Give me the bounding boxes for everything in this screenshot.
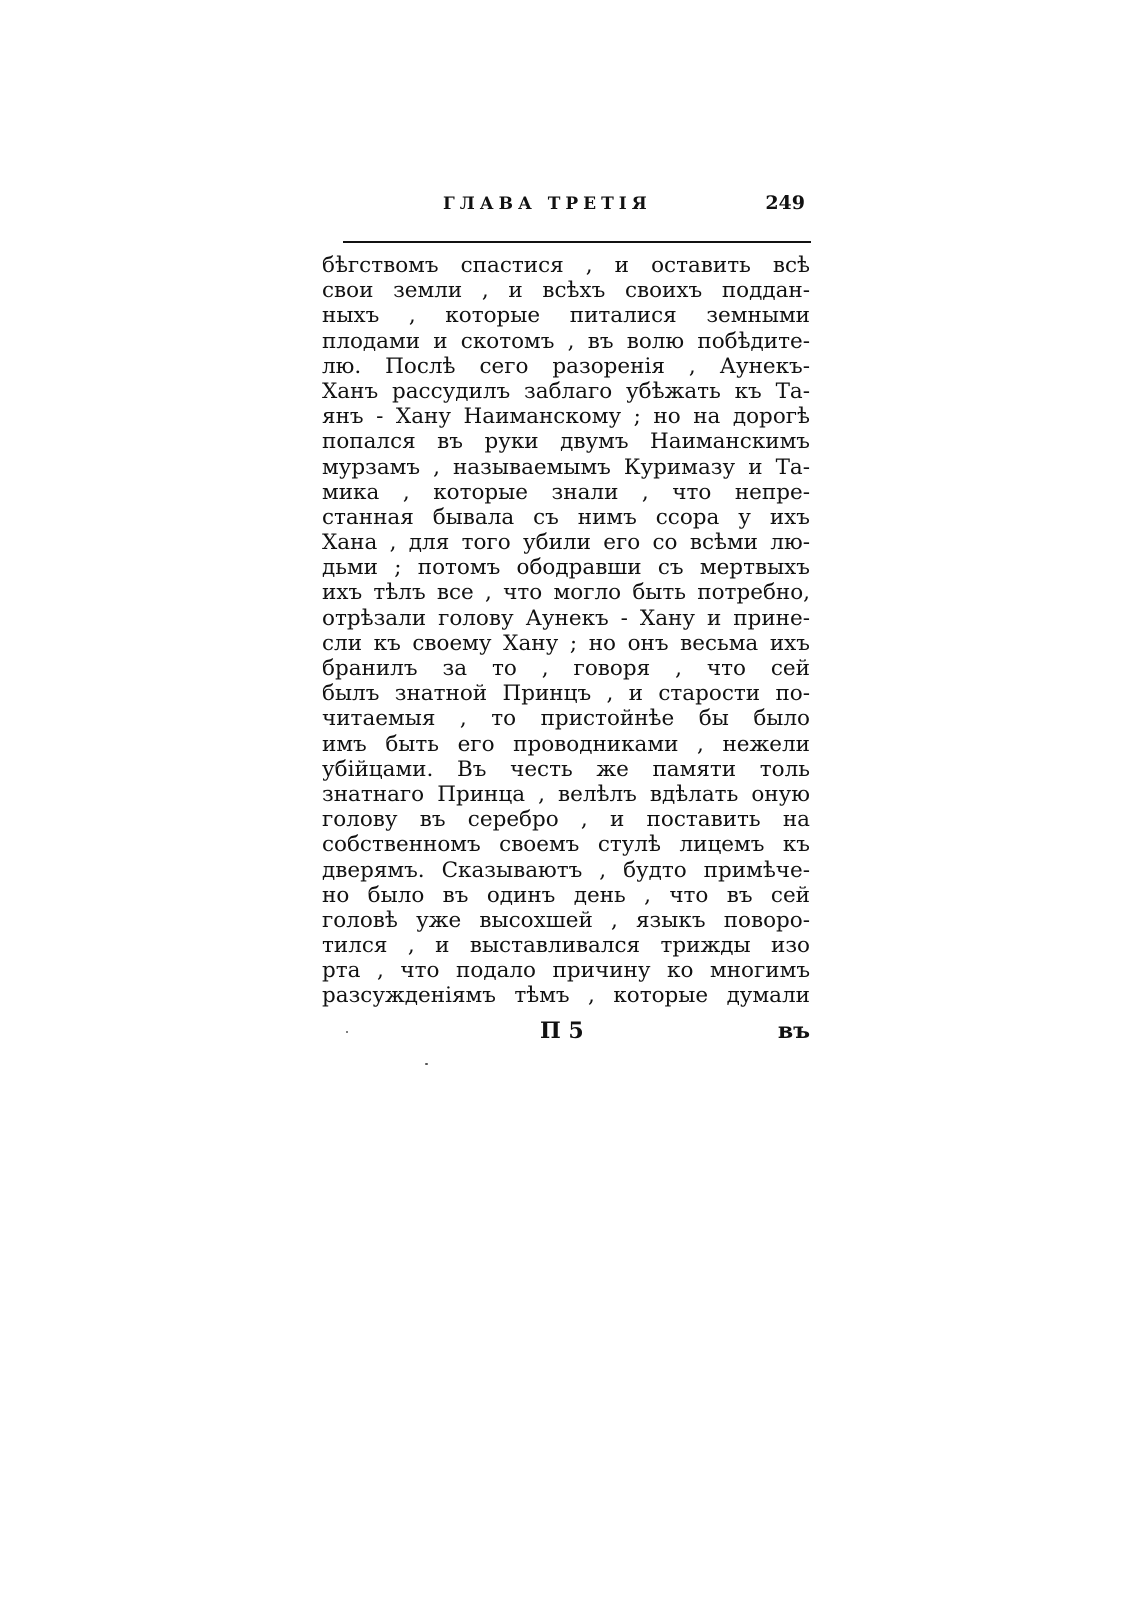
text-line: янъ - Хану Наиманскому ; но на дорогѣ bbox=[322, 404, 810, 430]
text-line: плодами и скотомъ , въ волю побѣдите- bbox=[322, 328, 810, 354]
text-line: отрѣзали голову Аунекъ - Хану и принe- bbox=[322, 605, 810, 631]
text-line: былъ знатной Принцъ , и старости по- bbox=[322, 681, 810, 707]
text-line: рта , что подало причину ко многимъ bbox=[322, 958, 810, 984]
page-header bbox=[343, 190, 811, 220]
text-line: головѣ уже высохшей , языкъ поворо- bbox=[322, 907, 810, 933]
text-line: дьми ; потомъ ободравши съ мертвыхъ bbox=[322, 555, 810, 581]
text-line: бранилъ за то , говоря , что сей bbox=[322, 656, 810, 681]
text-line: Ханъ рассудилъ заблаго убѣжать къ Та- bbox=[322, 378, 810, 404]
text-line: станная бывала съ нимъ ссора у ихъ bbox=[322, 504, 810, 530]
text-line: знатнаго Принца , велѣлъ вдѣлать оную bbox=[322, 781, 810, 807]
text-line: лю. Послѣ сего разоренія , Аунекъ- bbox=[322, 353, 810, 379]
running-title: ГЛАВА ТРЕТІЯ bbox=[443, 194, 652, 214]
text-line: разсужденіямъ тѣмъ , которые думали bbox=[322, 983, 810, 1009]
text-line: бѣгствомъ спастися , и оставить всѣ bbox=[322, 253, 810, 278]
text-line: читаемыя , то пристойнѣе бы было bbox=[322, 706, 810, 732]
text-line: Хана , для того убили его со всѣми лю- bbox=[322, 530, 810, 556]
paper-speck bbox=[346, 1031, 348, 1033]
body-text bbox=[322, 253, 810, 1009]
text-line: попался въ руки двумъ Наиманскимъ bbox=[322, 429, 810, 455]
text-line: дверямъ. Сказываютъ , будто примѣче- bbox=[322, 857, 810, 883]
page-footer bbox=[322, 1018, 810, 1048]
text-line: тился , и выставливался трижды изо bbox=[322, 933, 810, 959]
text-line: имъ быть его проводниками , нежели bbox=[322, 731, 810, 757]
text-line: мурзамъ , называемымъ Куримазу и Та- bbox=[322, 454, 810, 480]
text-line: свои земли , и всѣхъ своихъ поддан- bbox=[322, 278, 810, 304]
catchword: въ bbox=[777, 1018, 810, 1044]
page-number: 249 bbox=[765, 192, 805, 214]
text-line: но было въ одинъ день , что въ сей bbox=[322, 882, 810, 908]
text-line: собственномъ своемъ стулѣ лицемъ къ bbox=[322, 832, 810, 858]
header-rule bbox=[343, 241, 811, 243]
text-line: ныхъ , которые питалися земными bbox=[322, 303, 810, 329]
signature-mark: П 5 bbox=[540, 1018, 584, 1044]
text-line: убійцами. Въ честь же памяти толь bbox=[322, 756, 810, 782]
paper-speck bbox=[425, 1063, 428, 1065]
text-line: ихъ тѣлъ все , что могло быть потребно, bbox=[322, 580, 810, 606]
text-line: мика , которые знали , что непре- bbox=[322, 479, 810, 505]
text-line: сли къ своему Хану ; но онъ весьма ихъ bbox=[322, 630, 810, 656]
text-line: голову въ серебро , и поставить на bbox=[322, 807, 810, 833]
